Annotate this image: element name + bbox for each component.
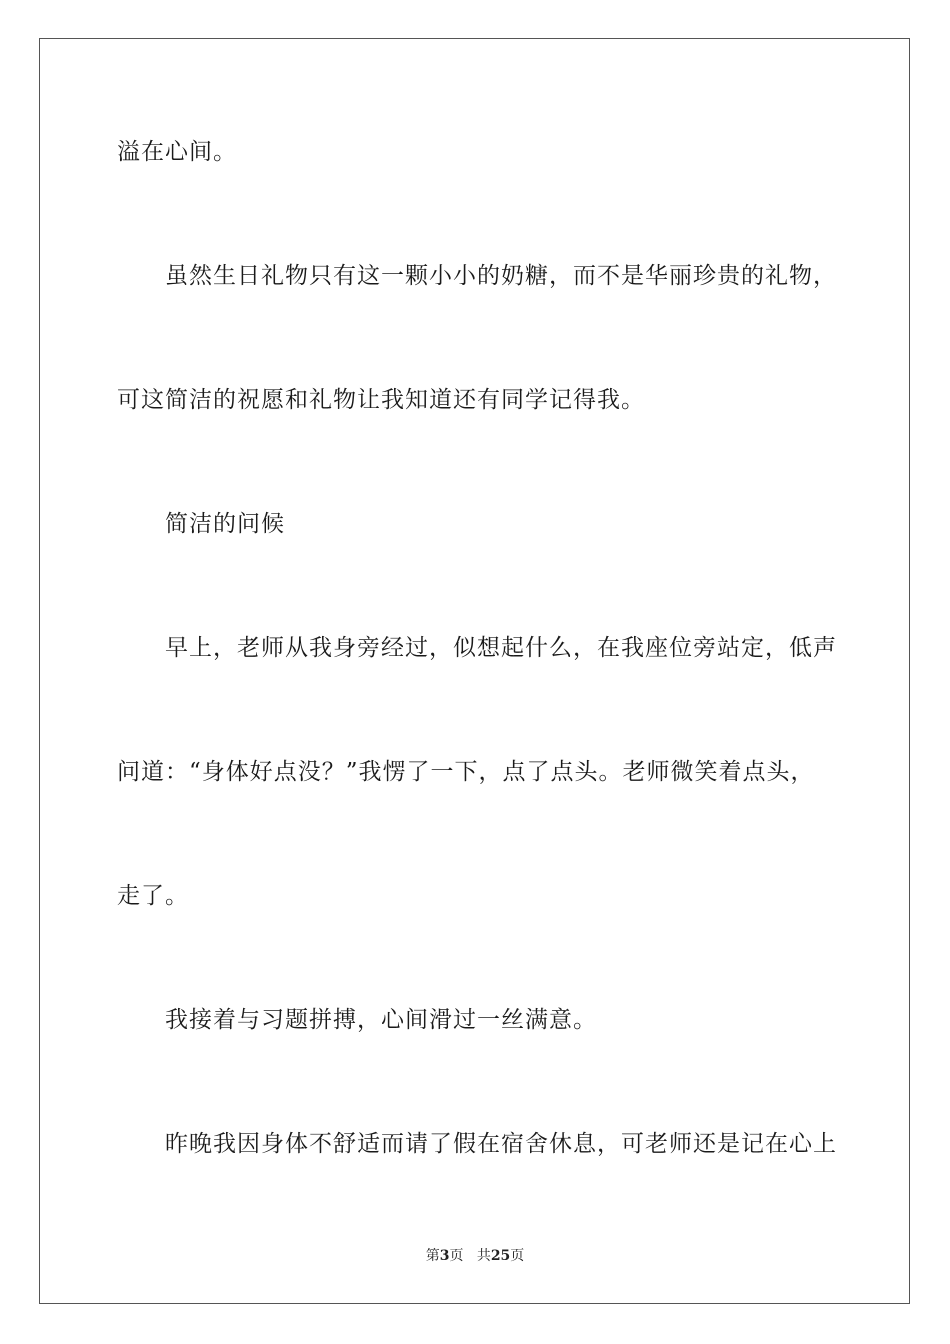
text-line-2: 虽然生日礼物只有这一颗小小的奶糖，而不是华丽珍贵的礼物， [165, 263, 837, 289]
text-line-3: 可这简洁的祝愿和礼物让我知道还有同学记得我。 [117, 387, 645, 413]
footer-prefix: 第 [425, 1248, 440, 1264]
text-line-1: 溢在心间。 [117, 139, 237, 165]
page-footer [0, 1246, 950, 1266]
current-page-number: 3 [439, 1248, 450, 1264]
total-pages-number: 25 [490, 1248, 511, 1264]
text-line-8: 我接着与习题拼搏，心间滑过一丝满意。 [165, 1007, 597, 1033]
text-line-5: 早上，老师从我身旁经过，似想起什么，在我座位旁站定，低声 [165, 635, 837, 661]
text-line-7: 走了。 [117, 883, 189, 909]
text-line-6: 问道：“身体好点没？”我愣了一下，点了点头。老师微笑着点头， [117, 759, 815, 785]
footer-page-suffix: 页 [449, 1248, 464, 1264]
text-line-9: 昨晚我因身体不舒适而请了假在宿舍休息，可老师还是记在心上 [165, 1131, 837, 1157]
section-heading: 简洁的问候 [165, 511, 285, 537]
footer-total-suffix: 页 [510, 1248, 525, 1264]
footer-total-prefix: 共 [476, 1248, 491, 1264]
page-border [39, 38, 910, 1304]
